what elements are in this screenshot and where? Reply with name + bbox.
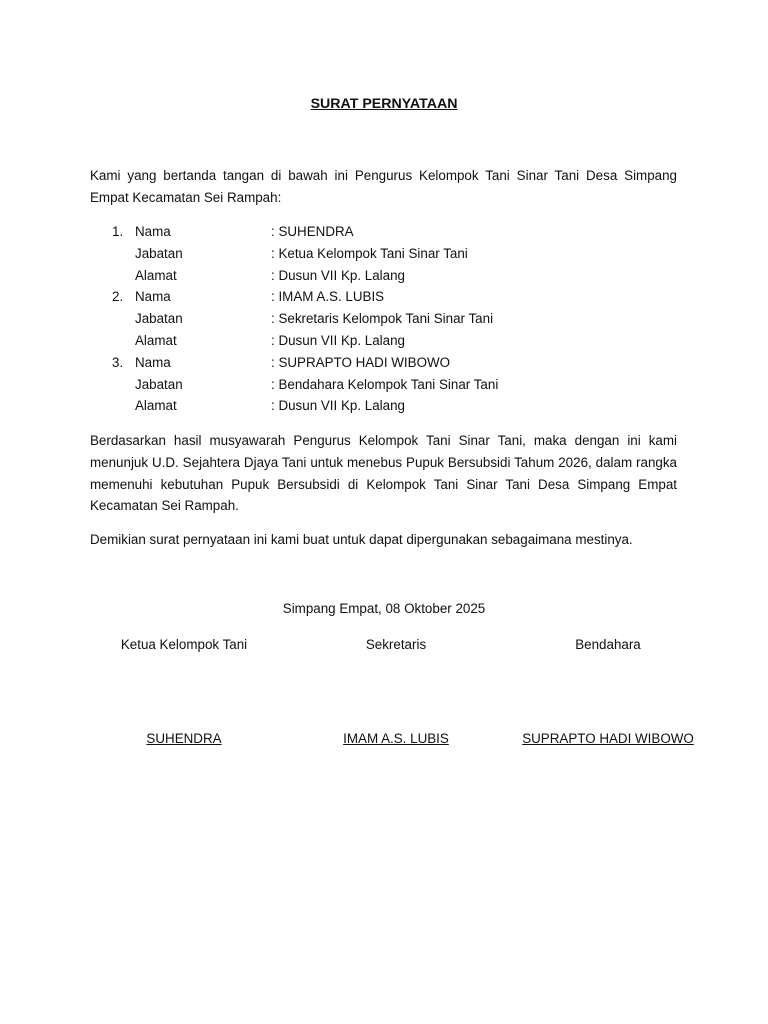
- member-1-jabatan-row: [90, 243, 690, 265]
- member-3-nama: : SUPRAPTO HADI WIBOWO: [271, 354, 451, 370]
- jabatan-label: Jabatan: [135, 245, 183, 261]
- member-list: [90, 221, 690, 417]
- signatory-3-name: SUPRAPTO HADI WIBOWO: [522, 731, 694, 746]
- member-1-jabatan: : Ketua Kelompok Tani Sinar Tani: [271, 245, 468, 261]
- signatory-1-name: SUHENDRA: [146, 731, 222, 746]
- member-2-nama-row: [90, 286, 690, 308]
- member-3-jabatan-row: [90, 374, 690, 396]
- member-2-alamat-row: [90, 330, 690, 352]
- member-2-nama: : IMAM A.S. LUBIS: [271, 289, 385, 305]
- nama-label: Nama: [135, 289, 171, 305]
- member-3-nama-row: [90, 352, 690, 374]
- member-number: 3.: [112, 354, 124, 370]
- signatory-2-role: Sekretaris: [365, 637, 427, 652]
- document-title: SURAT PERNYATAAN: [310, 96, 458, 112]
- member-1-nama: : SUHENDRA: [271, 224, 354, 239]
- member-3-jabatan: : Bendahara Kelompok Tani Sinar Tani: [271, 376, 499, 392]
- body-paragraph: Berdasarkan hasil musyawarah Pengurus Kelompok Tani Sinar Tani, maka dengan ini kami menunjuk U.D. Sejahtera Djaya Tani untuk menebus Pupuk Bersubsidi Tahum 2026, dalam rangka memenuhi kebutuhan Pupuk Bersubsidi di Kelompok Tani Sinar Tani Desa Simpang Empat Kecamatan Sei Rampah.: [90, 433, 677, 514]
- member-number: 1.: [112, 224, 124, 239]
- place-date: Simpang Empat, 08 Oktober 2025: [282, 601, 486, 616]
- jabatan-label: Jabatan: [135, 376, 183, 392]
- alamat-label: Alamat: [135, 267, 177, 283]
- nama-label: Nama: [135, 354, 171, 370]
- member-1-alamat: : Dusun VII Kp. Lalang: [271, 267, 405, 283]
- signatory-1-role: Ketua Kelompok Tani: [120, 637, 248, 652]
- member-2-jabatan: : Sekretaris Kelompok Tani Sinar Tani: [271, 311, 494, 327]
- alamat-label: Alamat: [135, 332, 177, 348]
- closing-paragraph: Demikian surat pernyataan ini kami buat untuk dapat dipergunakan sebagaimana mestinya.: [90, 532, 633, 547]
- signatory-3-role: Bendahara: [575, 637, 641, 652]
- signatory-2-name: IMAM A.S. LUBIS: [343, 731, 449, 746]
- member-2-jabatan-row: [90, 308, 690, 330]
- alamat-label: Alamat: [135, 398, 177, 414]
- jabatan-label: Jabatan: [135, 311, 183, 327]
- member-1-alamat-row: [90, 265, 690, 287]
- intro-paragraph: Kami yang bertanda tangan di bawah ini Pengurus Kelompok Tani Sinar Tani Desa Simpang Empat Kecamatan Sei Rampah:: [90, 168, 677, 205]
- member-1-nama-row: [90, 221, 690, 243]
- member-3-alamat-row: [90, 395, 690, 417]
- nama-label: Nama: [135, 224, 171, 239]
- member-number: 2.: [112, 289, 124, 305]
- member-3-alamat: : Dusun VII Kp. Lalang: [271, 398, 405, 414]
- member-2-alamat: : Dusun VII Kp. Lalang: [271, 332, 405, 348]
